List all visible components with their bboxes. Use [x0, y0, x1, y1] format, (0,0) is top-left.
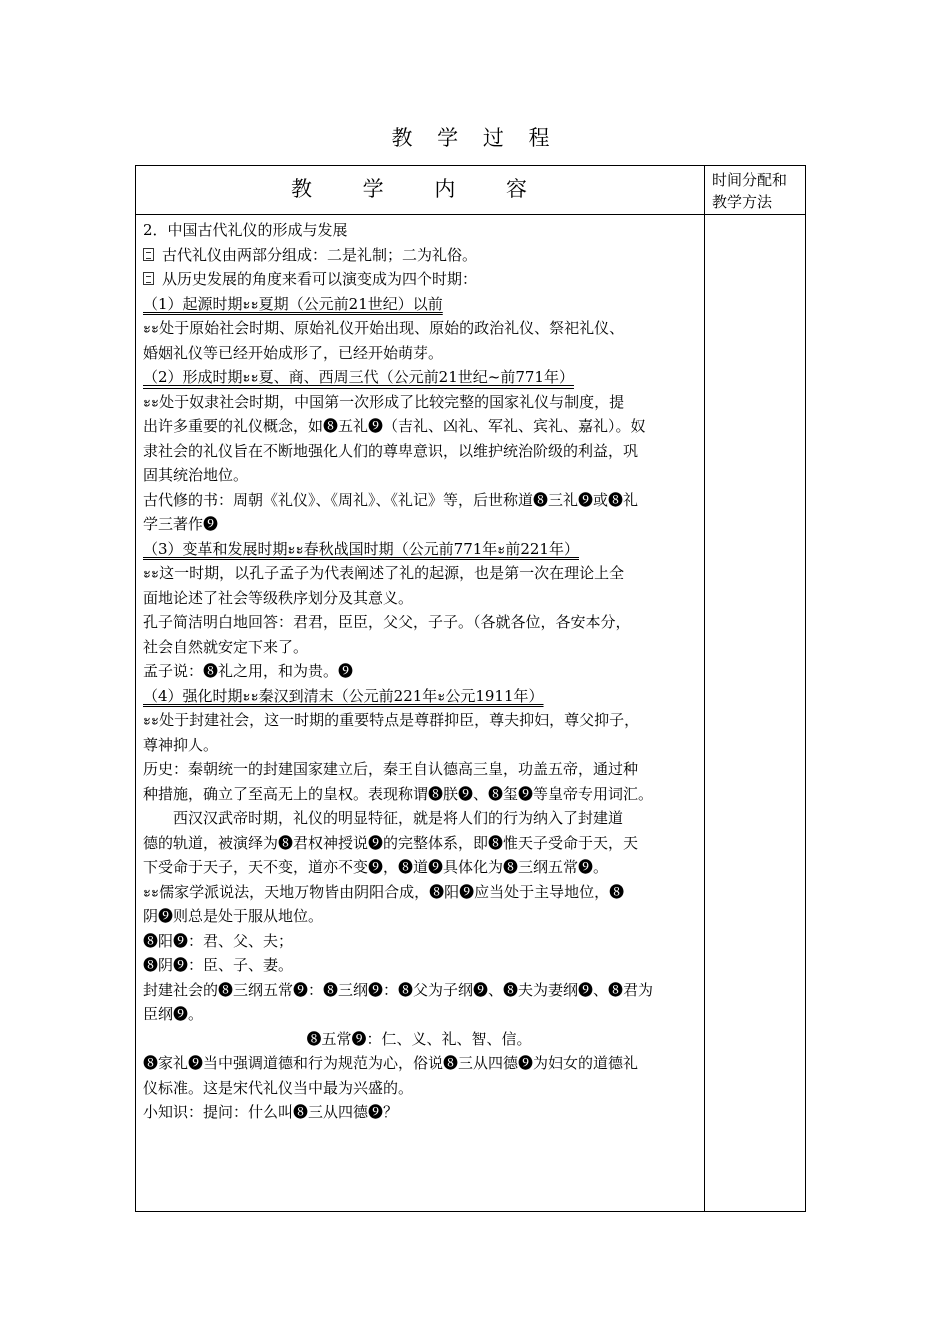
text-line: 孟子说：❽礼之用，和为贵。❾ [143, 662, 354, 680]
period-heading-text: （3）变革和发展时期ะะ春秋战国时期（公元前771年ะ前221年） [143, 539, 579, 558]
page-title: 教 学 过 程 [391, 126, 559, 150]
text-line: ะะ处于原始社会时期、原始礼仪开始出现、原始的政治礼仪、祭祀礼仪、 [143, 319, 625, 337]
header-divider [136, 214, 805, 215]
lesson-table [135, 165, 806, 1212]
text-line: 尊神抑人。 [143, 735, 219, 754]
text-line: ❽阳❾：君、父、夫； [143, 931, 294, 950]
period-heading-text: （2）形成时期ะะ夏、商、西周三代（公元前21世纪~前771年） [143, 368, 574, 386]
text-line: ะะ处于封建社会，这一时期的重要特点是尊群抑臣，尊夫抑妇，尊父抑子， [143, 711, 640, 729]
period-heading-text: （1）起源时期ะะ夏期（公元前21世纪）以前 [143, 294, 443, 313]
text-line: 社会自然就安定下来了。 [143, 637, 309, 656]
document-icon [143, 248, 154, 261]
text-line: 仪标准。这是宋代礼仪当中最为兴盛的。 [143, 1078, 414, 1097]
text-line: 德的轨道，被演绎为❽君权神授说❾的完整体系，即❽惟天子受命于天，天 [143, 833, 639, 852]
document-icon [143, 272, 154, 285]
text-line-centered: ❽五常❾：仁、义、礼、智、信。 [306, 1029, 532, 1048]
bullet-text: 从历史发展的角度来看可以演变成为四个时期： [162, 270, 478, 288]
period-heading-text: （4）强化时期ะะ秦汉到清末（公元前221年ะ公元1911年） [143, 686, 544, 705]
text-line: 种措施，确立了至高无上的皇权。表现称谓❽朕❾、❽玺❾等皇帝专用词汇。 [143, 784, 654, 803]
text-line: 历史：秦朝统一的封建国家建立后，秦王自认德高三皇，功盖五帝，通过种 [143, 760, 639, 778]
text-line: 固其统治地位。 [143, 466, 249, 484]
teaching-content [143, 218, 695, 1125]
period-heading-4 [143, 684, 695, 709]
text-line: 下受命于天子，天不变，道亦不变❾，❽道❾具体化为❽三纲五常❾。 [143, 858, 609, 876]
text-line: 封建社会的❽三纲五常❾：❽三纲❾：❽父为子纲❾、❽夫为妻纲❾、❽君为 [143, 980, 654, 999]
text-line: 古代修的书：周朝《礼仪》、《周礼》、《礼记》等，后世称道❽三礼❾或❽礼 [143, 490, 639, 509]
section-heading: 2．中国古代礼仪的形成与发展 [143, 221, 348, 239]
text-line: 小知识：提问：什么叫❽三从四德❾？ [143, 1103, 399, 1121]
bullet-line [143, 243, 695, 268]
period-heading-2 [143, 365, 695, 390]
text-line-indented: 西汉汉武帝时期，礼仪的明显特征，就是将人们的行为纳入了封建道 [173, 809, 624, 827]
period-heading-1 [143, 292, 695, 317]
header-side-line-2: 教学方法 [712, 193, 773, 211]
bullet-text: 古代礼仪由两部分组成：二是礼制；二为礼俗。 [162, 245, 478, 264]
text-line: ❽家礼❾当中强调道德和行为规范为心，俗说❽三从四德❾为妇女的道德礼 [143, 1054, 639, 1072]
text-line: ะะ儒家学派说法，天地万物皆由阴阳合成，❽阳❾应当处于主导地位，❽ [143, 882, 625, 901]
column-divider [704, 166, 705, 1211]
text-line: 出许多重要的礼仪概念，如❽五礼❾（吉礼、凶礼、军礼、宾礼、嘉礼）。奴 [143, 417, 646, 435]
text-line: 学三著作❾ [143, 515, 219, 533]
text-line: 面地论述了社会等级秩序划分及其意义。 [143, 588, 414, 607]
text-line: 婚姻礼仪等已经开始成形了，已经开始萌芽。 [143, 343, 444, 362]
header-side-line-1: 时间分配和 [712, 171, 788, 189]
text-line: 孔子简洁明白地回答：君君，臣臣，父父，子子。（各就各位，各安本分， [143, 613, 631, 631]
text-line: 隶社会的礼仪旨在不断地强化人们的尊卑意识，以维护统治阶级的利益，巩 [143, 441, 639, 460]
text-line: 臣纲❾。 [143, 1005, 204, 1023]
period-heading-3 [143, 537, 695, 562]
text-line: ะะ处于奴隶社会时期，中国第一次形成了比较完整的国家礼仪与制度，提 [143, 392, 625, 411]
text-line: ะะ这一时期，以孔子孟子为代表阐述了礼的起源，也是第一次在理论上全 [143, 564, 625, 582]
header-time-method [712, 169, 802, 213]
text-line: 阴❾则总是处于服从地位。 [143, 907, 324, 925]
bullet-line [143, 267, 695, 292]
header-teaching-content: 教 学 内 容 [290, 177, 550, 201]
text-line: ❽阴❾：臣、子、妻。 [143, 956, 294, 974]
